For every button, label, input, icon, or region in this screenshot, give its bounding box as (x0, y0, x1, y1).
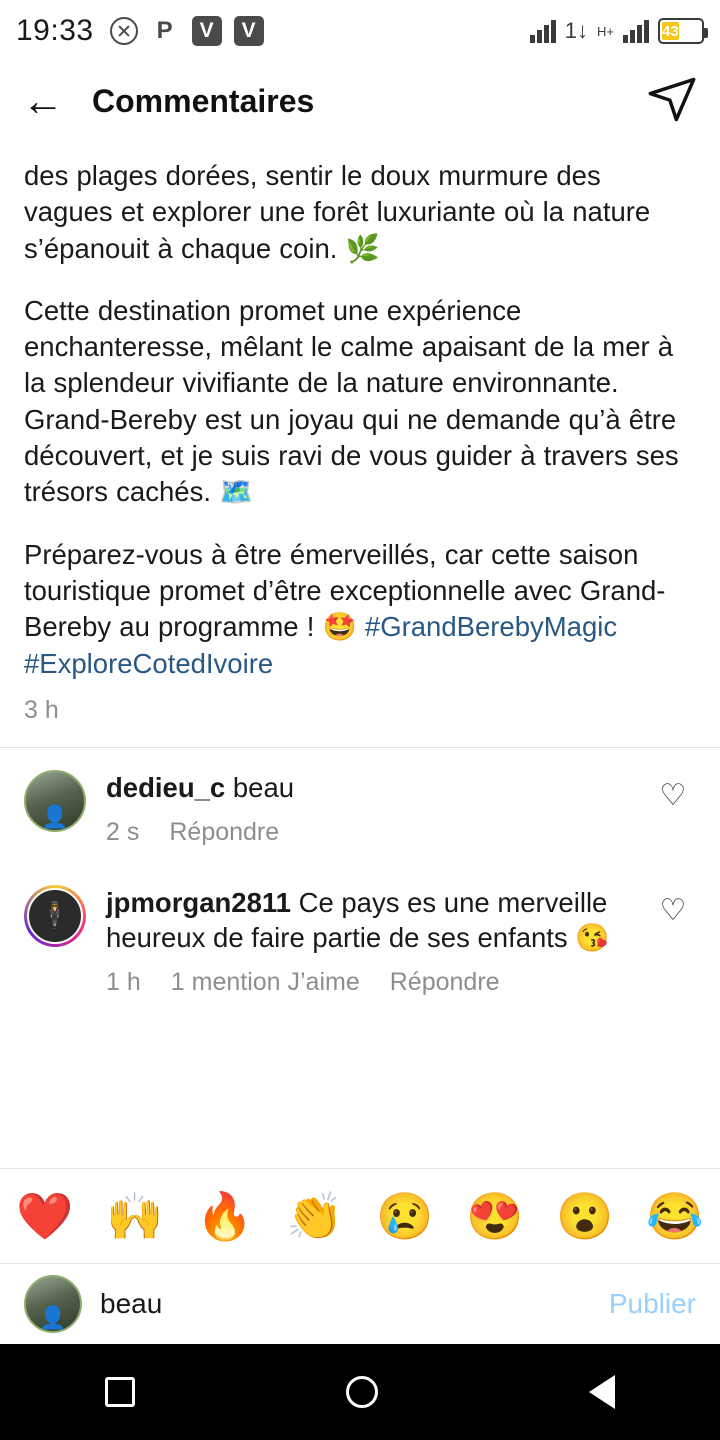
comment-username[interactable]: dedieu_c (106, 771, 226, 803)
battery-level-label: 43 (662, 22, 679, 40)
v-app-icon-1: V (192, 16, 222, 46)
status-time: 19:33 (16, 14, 94, 47)
caption-paragraph-text: Préparez-vous à être émerveillés, car cette saison touristique promet d’être exceptionnelle avec Grand-Bereby au programme ! 🤩 (24, 538, 666, 643)
emoji-fire[interactable]: 🔥 (196, 1189, 254, 1242)
triangle-back-icon[interactable] (589, 1375, 615, 1409)
emoji-raising-hands[interactable]: 🙌 (106, 1189, 164, 1242)
square-icon[interactable] (105, 1377, 135, 1407)
send-icon[interactable] (646, 73, 698, 130)
comment-row[interactable] (0, 863, 720, 1014)
comment-text (106, 885, 650, 957)
data-transfer-icon: 1↓ (564, 18, 589, 43)
comment-row[interactable] (0, 748, 720, 863)
heart-outline-icon[interactable]: ♡ (659, 893, 687, 927)
back-arrow-icon[interactable]: ← (22, 77, 64, 124)
caption-paragraph: des plages dorées, sentir le doux murmure des vagues et explorer une forêt luxuriante où la nature s’épanouit à chaque coin. 🌿 (24, 160, 651, 264)
comment-input[interactable] (100, 1288, 593, 1320)
page-title: Commentaires (92, 82, 315, 119)
battery-icon (658, 18, 704, 44)
post-caption (0, 140, 720, 688)
network-type-label: H+ (597, 23, 614, 39)
comment-message: Ce pays es une merveille heureux de faire partie de ses enfants 😘 (106, 886, 610, 954)
avatar[interactable]: 👤 (24, 1275, 82, 1333)
emoji-heart-eyes[interactable]: 😍 (466, 1189, 524, 1242)
avatar-image: 🕴 (27, 888, 83, 944)
caption-hashtags[interactable]: #GrandBerebyMagic #ExploreCotedIvoire (24, 611, 618, 679)
emoji-clap[interactable]: 👏 (286, 1189, 344, 1242)
comment-message: beau (225, 771, 295, 803)
emoji-joy[interactable]: 😂 (646, 1189, 704, 1242)
p-app-icon: P (156, 17, 173, 44)
comment-likes-count[interactable]: 1 mention J’aime (170, 968, 360, 997)
comment-timestamp: 1 h (106, 968, 141, 997)
comment-timestamp: 2 s (106, 817, 140, 846)
heart-outline-icon[interactable]: ♡ (659, 778, 687, 812)
emoji-surprised[interactable]: 😮 (556, 1189, 614, 1242)
quick-emoji-row[interactable] (0, 1168, 720, 1264)
reply-button[interactable]: Répondre (389, 968, 500, 997)
caption-timestamp: 3 h (24, 695, 59, 724)
comment-meta (106, 818, 650, 847)
comment-body (106, 885, 650, 998)
publish-button[interactable]: Publier (608, 1288, 696, 1319)
avatar[interactable] (24, 885, 86, 947)
comment-text (106, 770, 650, 806)
status-bar (0, 0, 720, 62)
app-header (0, 62, 720, 140)
status-system-icons (530, 18, 704, 44)
caption-paragraph: Cette destination promet une expérience enchanteresse, mêlant le calme apaisant de la mer à la splendeur vivifiante de la nature environnante. Grand-Bereby est un joyau qui ne demande qu’à être découvert, et je suis ravi de vous guider à travers ses trésors cachés. 🗺️ (24, 294, 679, 508)
signal-bars-icon-2 (623, 19, 649, 43)
comment-body (106, 770, 650, 847)
emoji-cry[interactable]: 😢 (376, 1189, 434, 1242)
avatar[interactable]: 👤 (24, 770, 86, 832)
emoji-heart[interactable]: ❤️ (16, 1189, 74, 1242)
circle-icon[interactable] (346, 1376, 378, 1408)
signal-bars-icon-1 (530, 19, 556, 43)
comment-meta (106, 968, 650, 997)
reply-button[interactable]: Répondre (169, 817, 280, 846)
caption-paragraph (24, 537, 696, 682)
android-nav-bar (0, 1344, 720, 1440)
status-notification-icons (110, 16, 264, 46)
comments-scroll-area[interactable] (0, 140, 720, 1144)
v-app-icon-2: V (234, 16, 264, 46)
comment-composer (0, 1264, 720, 1344)
comment-username[interactable]: jpmorgan2811 (106, 886, 291, 918)
close-circle-icon (110, 17, 138, 45)
